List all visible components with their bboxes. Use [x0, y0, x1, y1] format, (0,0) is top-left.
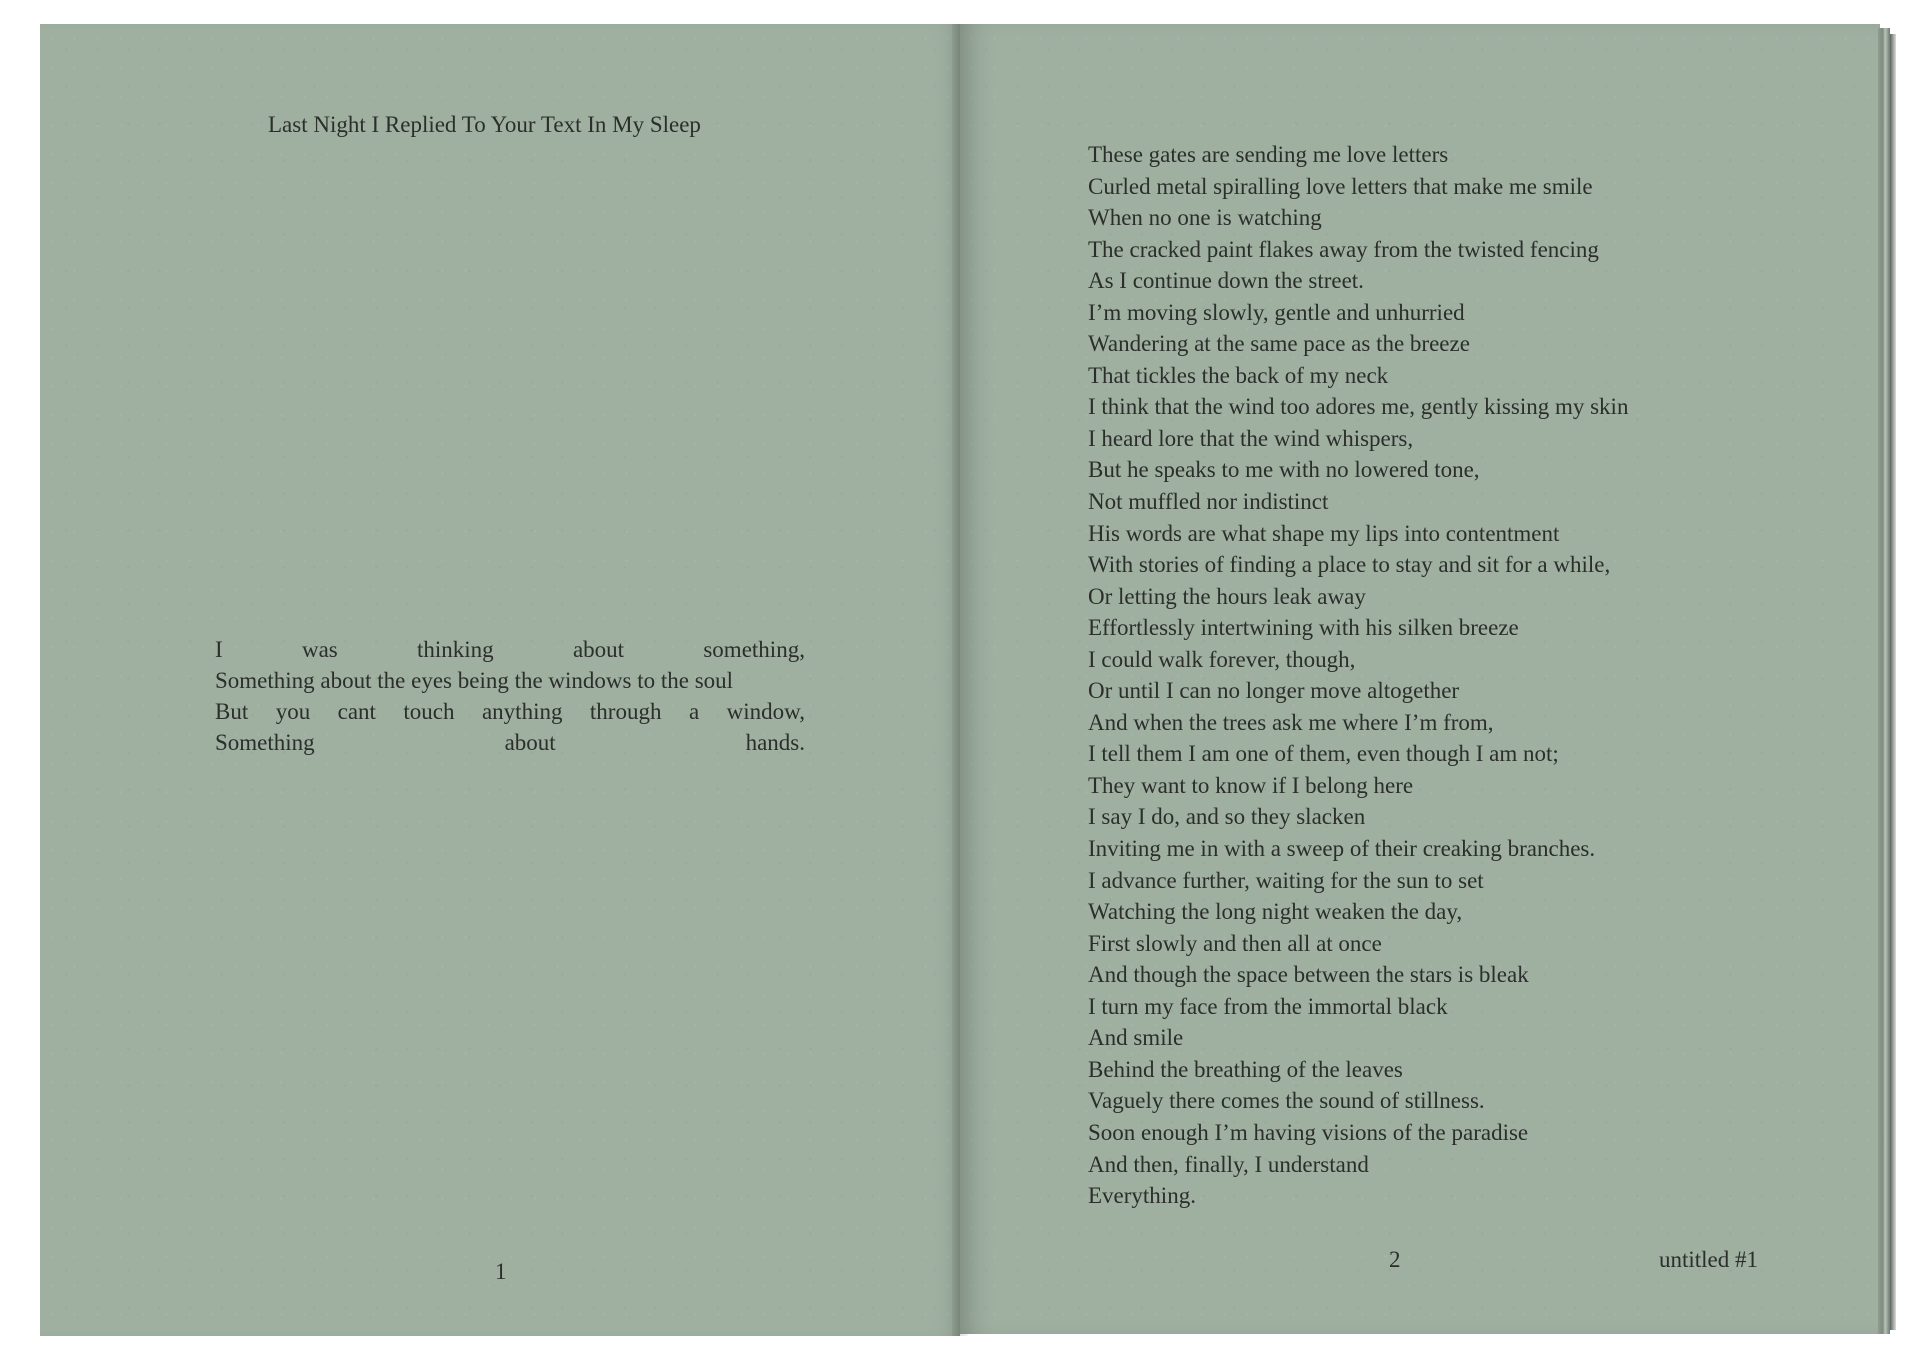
page-number-right: 2 — [1389, 1247, 1401, 1272]
poem-title: Last Night I Replied To Your Text In My Sleep — [268, 112, 701, 137]
poem-line: I heard lore that the wind whispers, — [1088, 425, 1414, 451]
poem-line: And though the space between the stars is bleak — [1088, 962, 1529, 988]
poem-line: They want to know if I belong here — [1088, 772, 1414, 798]
poem-line: That tickles the back of my neck — [1088, 362, 1389, 388]
poem-line: I turn my face from the immortal black — [1088, 993, 1448, 1019]
stanza-word: cant — [337, 699, 376, 724]
poem-line: I could walk forever, though, — [1088, 646, 1356, 672]
poem-line: And when the trees ask me where I’m from, — [1088, 709, 1494, 735]
stanza-word: I — [215, 637, 223, 662]
poem-line: And then, finally, I understand — [1088, 1151, 1369, 1177]
stanza-word: a — [688, 699, 700, 724]
poem-line: First slowly and then all at once — [1088, 930, 1382, 956]
poem-line: And smile — [1088, 1025, 1184, 1051]
stanza-line — [215, 665, 805, 696]
poem-line: Inviting me in with a sweep of their creaking branches. — [1088, 836, 1596, 862]
poem-body — [1088, 139, 1628, 1212]
stanza-word: about — [572, 637, 625, 662]
poem-line: But he speaks to me with no lowered tone, — [1088, 457, 1480, 483]
stanza-word: about — [504, 730, 556, 755]
stanza-word: window, — [726, 699, 805, 724]
stanza-line — [215, 696, 805, 727]
stanza-word: through — [589, 699, 662, 724]
page-stack-edge-shadow — [1890, 34, 1896, 1330]
poem-line: When no one is watching — [1088, 205, 1322, 231]
stanza-word: But — [215, 699, 249, 724]
poem-line: The cracked paint flakes away from the twisted fencing — [1088, 236, 1599, 262]
poem-line: His words are what shape my lips into contentment — [1088, 520, 1560, 546]
poem-line: Curled metal spiralling love letters that make me smile — [1088, 173, 1593, 199]
poem-line: Watching the long night weaken the day, — [1088, 899, 1463, 925]
stanza-word: touch — [403, 699, 455, 724]
stanza-word: hands. — [745, 730, 805, 755]
left-stanza — [215, 634, 805, 758]
poem-line: I’m moving slowly, gentle and unhurried — [1088, 299, 1465, 325]
stanza-line — [215, 634, 805, 665]
stanza-word: was — [301, 637, 338, 662]
poem-line: Everything. — [1088, 1183, 1196, 1209]
poem-line: With stories of finding a place to stay and sit for a while, — [1088, 552, 1611, 578]
poem-line: As I continue down the street. — [1088, 268, 1364, 294]
poem-line: Or letting the hours leak away — [1088, 583, 1366, 609]
stanza-word: Something — [215, 730, 315, 755]
stanza-word: you — [275, 699, 311, 724]
poem-line: Wandering at the same pace as the breeze — [1088, 331, 1470, 357]
page-number-left: 1 — [495, 1259, 507, 1284]
poem-line: Soon enough I’m having visions of the paradise — [1088, 1119, 1529, 1145]
right-page — [960, 24, 1880, 1334]
stanza-word: thinking — [417, 637, 494, 662]
page-stack-edge — [1878, 28, 1890, 1334]
poem-line: Not muffled nor indistinct — [1088, 489, 1329, 515]
poem-line: I think that the wind too adores me, gently kissing my skin — [1088, 394, 1629, 420]
poem-line: I tell them I am one of them, even though I am not; — [1088, 741, 1559, 767]
stanza-word: something, — [703, 637, 805, 662]
poem-line: I advance further, waiting for the sun to set — [1088, 867, 1484, 893]
poem-line: These gates are sending me love letters — [1088, 142, 1449, 167]
poem-line: I say I do, and so they slacken — [1088, 804, 1366, 830]
stanza-word: Something about the eyes being the windows to the soul — [215, 668, 734, 693]
poem-line: Or until I can no longer move altogether — [1088, 678, 1460, 704]
issue-label: untitled #1 — [1659, 1247, 1759, 1272]
poem-line: Effortlessly intertwining with his silken breeze — [1088, 615, 1519, 641]
poem-line: Behind the breathing of the leaves — [1088, 1056, 1403, 1082]
stanza-line — [215, 727, 805, 758]
poem-line: Vaguely there comes the sound of stillness. — [1088, 1088, 1485, 1114]
stanza-word: anything — [481, 699, 563, 724]
left-page — [40, 24, 960, 1336]
